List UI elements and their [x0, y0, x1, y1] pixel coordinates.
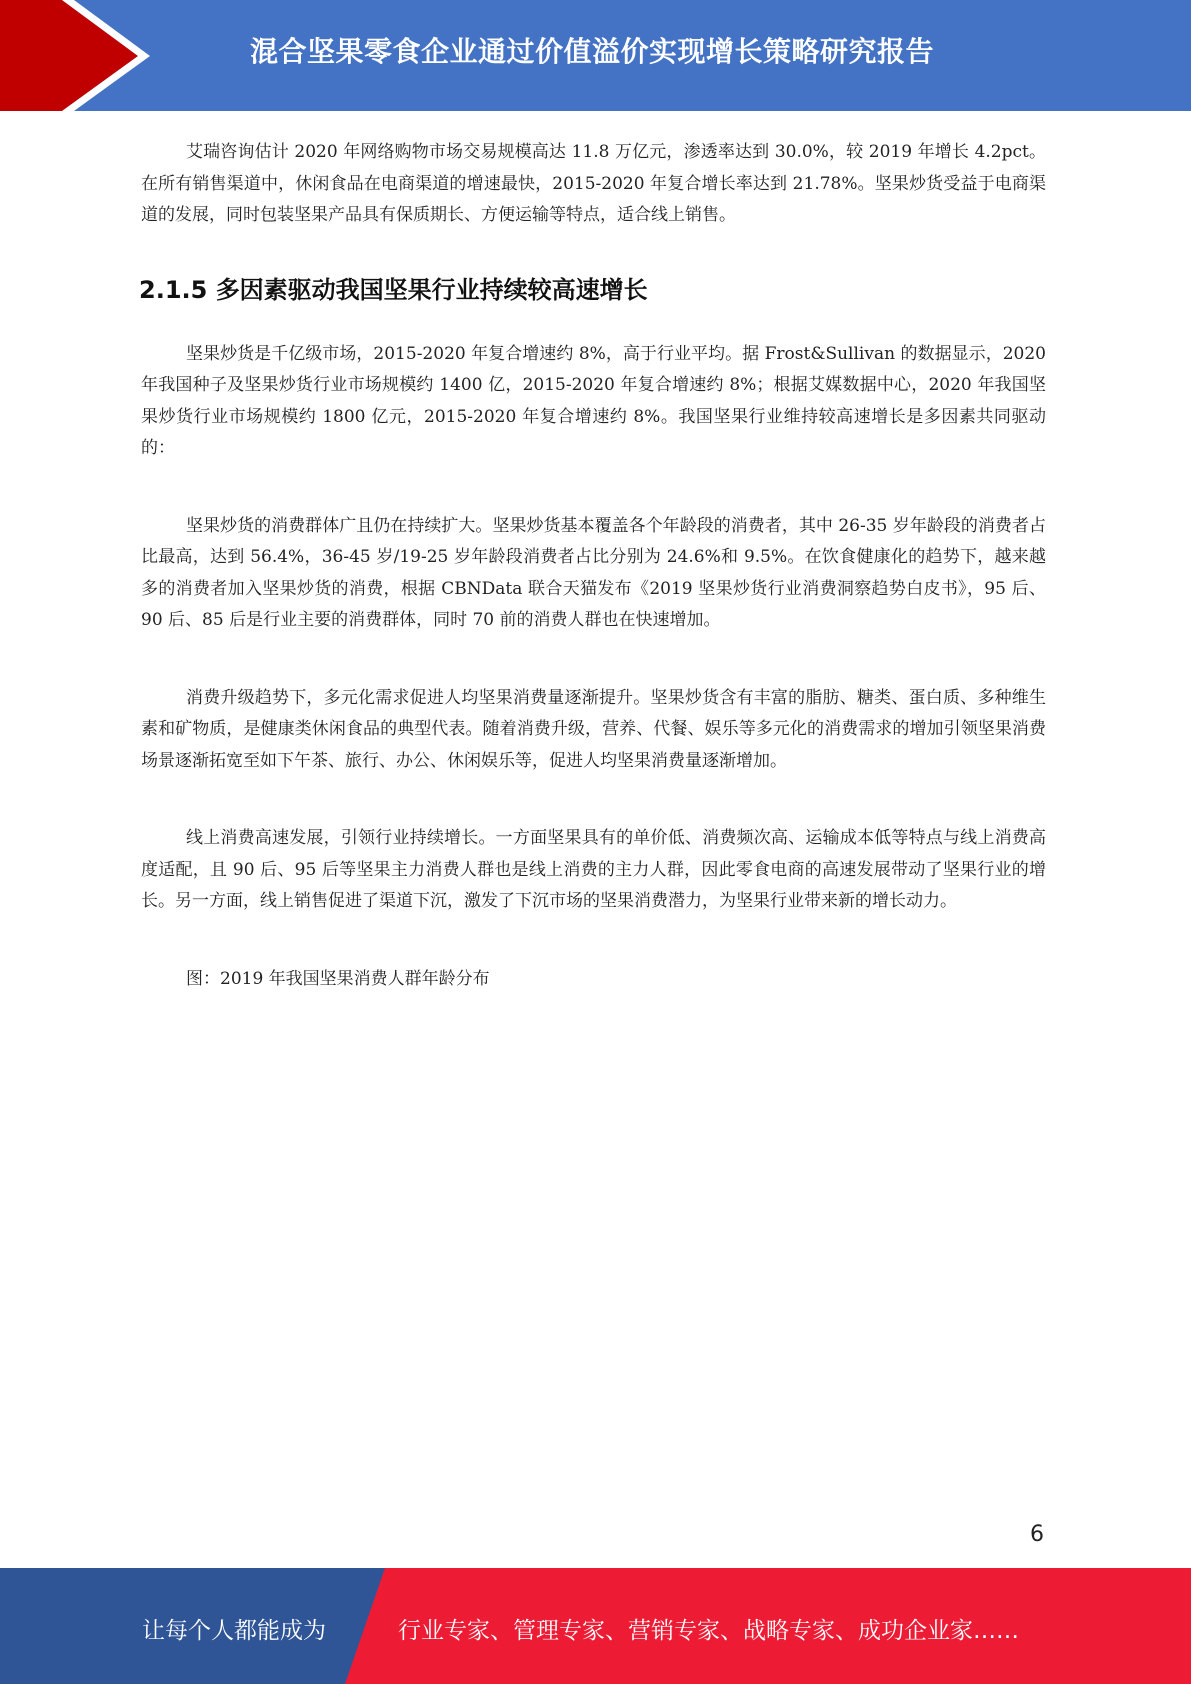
body-paragraph: 线上消费高速发展，引领行业持续增长。一方面坚果具有的单价低、消费频次高、运输成本低等特点与线上消费高度适配，且 90 后、95 后等坚果主力消费人群也是线上消费的主力人群，因此零食电商的高速发展带动了坚果行业的增长。另一方面，线上销售促进了渠道下沉，激发了下沉市场的坚果消费潜力，为坚果行业带来新的增长动力。 — [141, 828, 1046, 911]
body-paragraph: 坚果炒货的消费群体广且仍在持续扩大。坚果炒货基本覆盖各个年龄段的消费者，其中 26-35 岁年龄段的消费者占比最高，达到 56.4%，36-45 岁/19-25 岁年龄段消费者占比分别为 24.6%和 9.5%。在饮食健康化的趋势下，越来越多的消费者加入坚果炒货的消费，根据 CBNData 联合天猫发布《2019 坚果炒货行业消费洞察趋势白皮书》，95 后、90 后、85 后是行业主要的消费群体，同时 70 前的消费人群也在快速增加。 — [141, 515, 1046, 630]
document-body — [141, 137, 1046, 995]
section-heading: 2.1.5 多因素驱动我国坚果行业持续较高速增长 — [139, 275, 648, 304]
figure-caption: 图：2019 年我国坚果消费人群年龄分布 — [186, 968, 490, 989]
body-paragraph: 坚果炒货是千亿级市场，2015-2020 年复合增速约 8%，高于行业平均。据 Frost&Sullivan 的数据显示，2020 年我国种子及坚果炒货行业市场规模约 1400 亿，2015-2020 年复合增速约 8%；根据艾媒数据中心，2020 年我国坚果炒货行业市场规模约 1800 亿元，2015-2020 年复合增速约 8%。我国坚果行业维持较高速增长是多因素共同驱动的： — [141, 343, 1046, 458]
page-header — [0, 0, 1191, 111]
report-title: 混合坚果零食企业通过价值溢价实现增长策略研究报告 — [250, 35, 935, 68]
page-footer — [0, 1568, 1191, 1684]
page-number: 6 — [1030, 1522, 1044, 1547]
intro-paragraph: 艾瑞咨询估计 2020 年网络购物市场交易规模高达 11.8 万亿元，渗透率达到 30.0%，较 2019 年增长 4.2pct。在所有销售渠道中，休闲食品在电商渠道的增速最快，2015-2020 年复合增长率达到 21.78%。坚果炒货受益于电商渠道的发展，同时包装坚果产品具有保质期长、方便运输等特点，适合线上销售。 — [141, 142, 1046, 225]
footer-slogan-left: 让每个人都能成为 — [142, 1618, 326, 1644]
footer-slogan-right: 行业专家、管理专家、营销专家、战略专家、成功企业家…… — [398, 1618, 1019, 1644]
header-chevron-decoration — [0, 0, 160, 111]
body-paragraph: 消费升级趋势下，多元化需求促进人均坚果消费量逐渐提升。坚果炒货含有丰富的脂肪、糖类、蛋白质、多种维生素和矿物质，是健康类休闲食品的典型代表。随着消费升级，营养、代餐、娱乐等多元化的消费需求的增加引领坚果消费场景逐渐拓宽至如下午茶、旅行、办公、休闲娱乐等，促进人均坚果消费量逐渐增加。 — [141, 687, 1046, 771]
